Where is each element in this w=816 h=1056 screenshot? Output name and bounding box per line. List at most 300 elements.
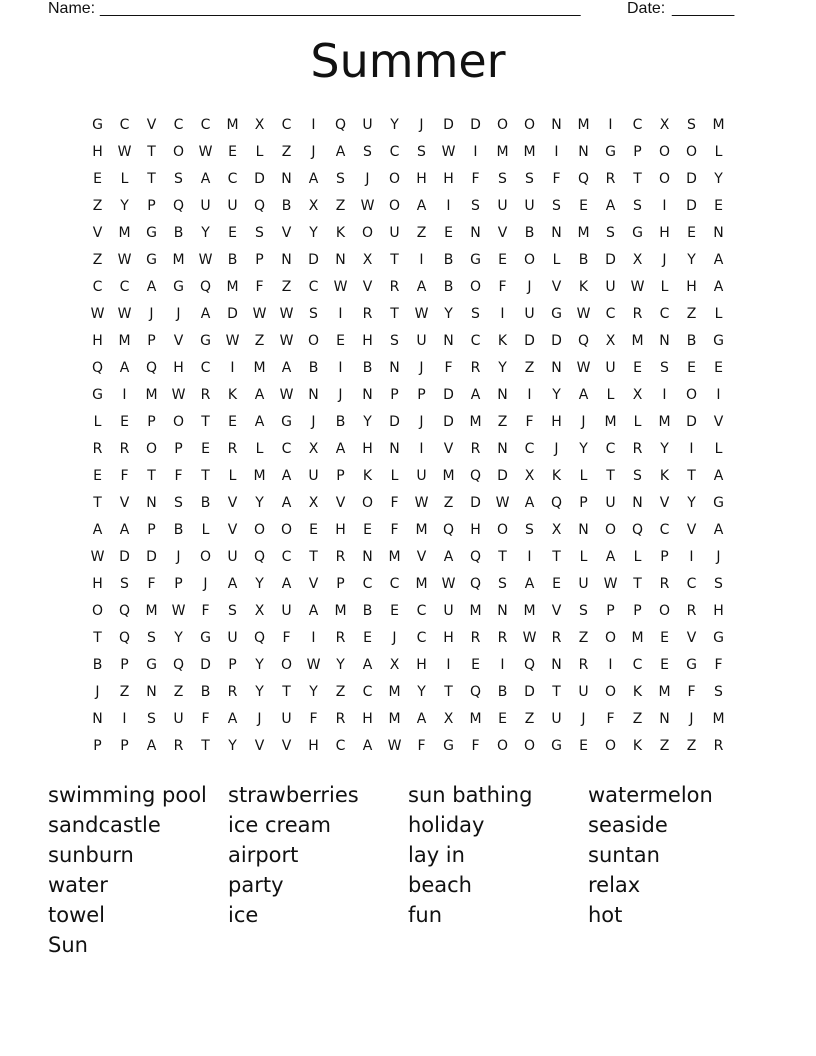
grid-letter[interactable]: S [714,576,723,592]
grid-letter[interactable]: G [551,306,562,322]
grid-letter[interactable]: N [497,441,508,457]
grid-letter[interactable]: O [145,441,158,457]
grid-letter[interactable]: V [92,225,103,241]
grid-letter[interactable]: A [146,738,157,754]
grid-letter[interactable]: M [415,576,428,592]
grid-letter[interactable]: I [419,252,424,268]
grid-letter[interactable]: T [309,549,318,565]
grid-letter[interactable]: V [497,225,508,241]
grid-letter[interactable]: R [335,630,346,646]
grid-letter[interactable]: T [606,468,615,484]
grid-letter[interactable]: H [659,225,670,241]
grid-letter[interactable]: G [632,225,643,241]
grid-letter[interactable]: G [443,738,454,754]
grid-letter[interactable]: U [281,603,292,619]
grid-letter[interactable]: U [389,225,400,241]
grid-letter[interactable]: Q [523,657,536,673]
grid-letter[interactable]: J [311,144,316,160]
grid-letter[interactable]: X [551,522,562,538]
grid-letter[interactable]: G [200,630,211,646]
grid-letter[interactable]: B [308,360,319,376]
grid-letter[interactable]: H [362,333,373,349]
grid-letter[interactable]: Z [524,711,535,727]
grid-letter[interactable]: T [201,414,210,430]
grid-letter[interactable]: N [551,360,562,376]
grid-letter[interactable]: I [500,306,505,322]
grid-letter[interactable]: J [392,630,397,646]
grid-letter[interactable]: E [498,252,507,268]
grid-letter[interactable]: N [362,549,373,565]
grid-letter[interactable]: R [632,306,643,322]
grid-letter[interactable]: S [147,630,156,646]
grid-letter[interactable]: M [712,711,725,727]
grid-letter[interactable]: P [174,576,183,592]
grid-letter[interactable]: M [388,549,401,565]
grid-letter[interactable]: A [227,711,238,727]
grid-letter[interactable]: D [227,306,238,322]
grid-letter[interactable]: O [307,333,320,349]
grid-letter[interactable]: Y [120,198,129,214]
grid-letter[interactable]: K [227,387,238,403]
grid-letter[interactable]: Y [363,414,372,430]
grid-letter[interactable]: I [419,441,424,457]
grid-letter[interactable]: N [308,387,319,403]
grid-letter[interactable]: U [173,711,184,727]
grid-letter[interactable]: S [147,711,156,727]
grid-letter[interactable]: N [551,225,562,241]
grid-letter[interactable]: Q [145,360,158,376]
grid-letter[interactable]: G [146,225,157,241]
grid-letter[interactable]: F [147,576,156,592]
grid-letter[interactable]: C [335,738,346,754]
grid-letter[interactable]: S [255,225,264,241]
grid-letter[interactable]: M [118,225,131,241]
grid-letter[interactable]: R [632,441,643,457]
grid-letter[interactable]: W [495,495,510,511]
grid-letter[interactable]: H [551,414,562,430]
grid-letter[interactable]: L [228,468,237,484]
grid-letter[interactable]: Q [469,684,482,700]
grid-letter[interactable]: R [578,657,589,673]
grid-letter[interactable]: R [470,630,481,646]
grid-letter[interactable]: N [578,144,589,160]
grid-letter[interactable]: A [281,576,292,592]
grid-letter[interactable]: N [146,495,157,511]
grid-letter[interactable]: C [227,171,238,187]
grid-letter[interactable]: A [443,549,454,565]
grid-letter[interactable]: Q [577,171,590,187]
grid-letter[interactable]: G [551,738,562,754]
grid-letter[interactable]: A [605,198,616,214]
grid-letter[interactable]: J [365,171,370,187]
grid-letter[interactable]: Z [335,198,346,214]
grid-letter[interactable]: M [253,360,266,376]
grid-letter[interactable]: I [122,711,127,727]
grid-letter[interactable]: P [174,441,183,457]
grid-letter[interactable]: H [92,333,103,349]
grid-letter[interactable]: V [227,522,238,538]
grid-letter[interactable]: M [226,279,239,295]
grid-letter[interactable]: O [253,522,266,538]
grid-letter[interactable]: S [714,684,723,700]
grid-letter[interactable]: E [471,657,480,673]
grid-letter[interactable]: W [171,387,186,403]
grid-letter[interactable]: I [338,360,343,376]
grid-letter[interactable]: Y [498,360,507,376]
grid-letter[interactable]: C [281,441,292,457]
grid-letter[interactable]: B [686,333,697,349]
grid-letter[interactable]: H [416,657,427,673]
grid-letter[interactable]: T [201,738,210,754]
grid-letter[interactable]: S [498,171,507,187]
grid-letter[interactable]: Z [497,414,508,430]
grid-letter[interactable]: Q [172,198,185,214]
grid-letter[interactable]: V [713,414,724,430]
grid-letter[interactable]: B [200,495,211,511]
grid-letter[interactable]: D [146,549,157,565]
grid-letter[interactable]: Z [281,144,292,160]
grid-letter[interactable]: M [145,603,158,619]
grid-letter[interactable]: P [147,522,156,538]
grid-letter[interactable]: V [146,117,157,133]
grid-letter[interactable]: E [228,144,237,160]
grid-letter[interactable]: S [498,576,507,592]
grid-letter[interactable]: U [227,198,238,214]
grid-letter[interactable]: P [606,603,615,619]
grid-letter[interactable]: C [173,117,184,133]
grid-letter[interactable]: Z [335,684,346,700]
grid-letter[interactable]: S [174,495,183,511]
grid-letter[interactable]: U [443,603,454,619]
grid-letter[interactable]: J [176,306,181,322]
grid-letter[interactable]: W [387,738,402,754]
grid-letter[interactable]: Q [469,549,482,565]
grid-letter[interactable]: H [470,522,481,538]
grid-letter[interactable]: F [201,711,210,727]
grid-letter[interactable]: G [92,117,103,133]
grid-letter[interactable]: Z [119,684,130,700]
grid-letter[interactable]: Q [199,279,212,295]
grid-letter[interactable]: Y [444,306,453,322]
grid-letter[interactable]: N [659,333,670,349]
grid-letter[interactable]: A [416,198,427,214]
grid-letter[interactable]: S [525,522,534,538]
grid-letter[interactable]: Y [390,117,399,133]
grid-letter[interactable]: Y [309,225,318,241]
grid-letter[interactable]: A [119,522,130,538]
grid-letter[interactable]: C [281,549,292,565]
grid-letter[interactable]: P [147,198,156,214]
grid-letter[interactable]: M [253,468,266,484]
grid-letter[interactable]: T [633,576,642,592]
grid-letter[interactable]: Q [253,198,266,214]
grid-letter[interactable]: A [713,468,724,484]
grid-letter[interactable]: T [687,468,696,484]
grid-letter[interactable]: X [362,252,373,268]
grid-letter[interactable]: S [660,360,669,376]
grid-letter[interactable]: T [390,252,399,268]
grid-letter[interactable]: H [362,711,373,727]
grid-letter[interactable]: E [660,630,669,646]
grid-letter[interactable]: H [173,360,184,376]
grid-letter[interactable]: P [579,495,588,511]
grid-letter[interactable]: A [227,576,238,592]
grid-letter[interactable]: B [173,522,184,538]
grid-letter[interactable]: O [388,171,401,187]
grid-letter[interactable]: N [713,225,724,241]
grid-letter[interactable]: E [390,603,399,619]
grid-letter[interactable]: X [254,603,265,619]
grid-letter[interactable]: C [524,441,535,457]
grid-letter[interactable]: A [524,576,535,592]
grid-letter[interactable]: Q [334,117,347,133]
grid-letter[interactable]: W [117,252,132,268]
grid-letter[interactable]: T [552,549,561,565]
grid-letter[interactable]: N [146,684,157,700]
grid-letter[interactable]: I [527,387,532,403]
grid-letter[interactable]: P [120,657,129,673]
grid-letter[interactable]: J [257,711,262,727]
grid-letter[interactable]: M [658,414,671,430]
grid-letter[interactable]: G [713,495,724,511]
grid-letter[interactable]: J [527,279,532,295]
grid-letter[interactable]: S [606,225,615,241]
grid-letter[interactable]: H [92,144,103,160]
grid-letter[interactable]: J [95,684,100,700]
grid-letter[interactable]: H [686,279,697,295]
grid-letter[interactable]: W [630,279,645,295]
grid-letter[interactable]: Z [443,495,454,511]
grid-letter[interactable]: N [389,441,400,457]
grid-letter[interactable]: D [119,549,130,565]
grid-letter[interactable]: Z [173,684,184,700]
grid-letter[interactable]: H [92,576,103,592]
grid-letter[interactable]: A [335,144,346,160]
grid-letter[interactable]: R [335,711,346,727]
grid-letter[interactable]: Z [659,738,670,754]
grid-letter[interactable]: A [335,441,346,457]
grid-letter[interactable]: A [119,360,130,376]
grid-letter[interactable]: A [146,279,157,295]
grid-letter[interactable]: I [230,360,235,376]
grid-letter[interactable]: O [496,738,509,754]
grid-letter[interactable]: U [227,549,238,565]
grid-letter[interactable]: O [199,549,212,565]
grid-letter[interactable]: G [713,333,724,349]
grid-letter[interactable]: L [579,468,588,484]
grid-letter[interactable]: G [92,387,103,403]
grid-letter[interactable]: R [200,387,211,403]
grid-letter[interactable]: C [119,279,130,295]
grid-letter[interactable]: Q [631,522,644,538]
grid-letter[interactable]: B [497,684,508,700]
grid-letter[interactable]: A [713,252,724,268]
grid-letter[interactable]: I [689,441,694,457]
grid-letter[interactable]: F [525,414,534,430]
grid-letter[interactable]: U [578,576,589,592]
grid-letter[interactable]: P [93,738,102,754]
grid-letter[interactable]: V [443,441,454,457]
grid-letter[interactable]: X [605,333,616,349]
grid-letter[interactable]: P [336,576,345,592]
grid-letter[interactable]: Z [416,225,427,241]
grid-letter[interactable]: U [524,198,535,214]
grid-letter[interactable]: J [554,441,559,457]
grid-letter[interactable]: U [524,306,535,322]
grid-letter[interactable]: R [470,360,481,376]
grid-letter[interactable]: M [172,252,185,268]
grid-letter[interactable]: N [497,387,508,403]
grid-letter[interactable]: C [389,144,400,160]
grid-letter[interactable]: O [172,144,185,160]
grid-letter[interactable]: D [497,468,508,484]
grid-letter[interactable]: G [686,657,697,673]
grid-letter[interactable]: E [714,198,723,214]
grid-letter[interactable]: A [416,711,427,727]
grid-letter[interactable]: U [308,468,319,484]
grid-letter[interactable]: Y [417,684,426,700]
grid-letter[interactable]: B [335,414,346,430]
grid-letter[interactable]: W [225,333,240,349]
grid-letter[interactable]: V [119,495,130,511]
grid-letter[interactable]: N [335,252,346,268]
grid-letter[interactable]: X [389,657,400,673]
name-blank-line[interactable]: ______________________________________________________ [100,0,581,17]
grid-letter[interactable]: M [334,603,347,619]
grid-letter[interactable]: D [443,414,454,430]
grid-letter[interactable]: A [281,495,292,511]
grid-letter[interactable]: B [200,684,211,700]
grid-letter[interactable]: J [176,549,181,565]
grid-letter[interactable]: V [254,738,265,754]
grid-letter[interactable]: X [443,711,454,727]
grid-letter[interactable]: Q [91,360,104,376]
grid-letter[interactable]: V [416,549,427,565]
grid-letter[interactable]: H [362,441,373,457]
grid-letter[interactable]: F [255,279,264,295]
grid-letter[interactable]: M [631,630,644,646]
grid-letter[interactable]: F [552,171,561,187]
grid-letter[interactable]: E [228,414,237,430]
grid-letter[interactable]: R [119,441,130,457]
grid-letter[interactable]: O [523,252,536,268]
grid-letter[interactable]: U [200,198,211,214]
grid-letter[interactable]: R [92,441,103,457]
grid-letter[interactable]: O [523,117,536,133]
grid-letter[interactable]: L [714,441,723,457]
grid-letter[interactable]: E [309,522,318,538]
grid-letter[interactable]: M [658,684,671,700]
grid-letter[interactable]: O [361,495,374,511]
grid-letter[interactable]: F [498,279,507,295]
grid-letter[interactable]: U [497,198,508,214]
grid-letter[interactable]: B [92,657,103,673]
grid-letter[interactable]: J [662,252,667,268]
grid-letter[interactable]: O [496,522,509,538]
grid-letter[interactable]: Q [118,603,131,619]
grid-letter[interactable]: T [498,549,507,565]
grid-letter[interactable]: X [254,117,265,133]
grid-letter[interactable]: J [149,306,154,322]
grid-letter[interactable]: E [552,576,561,592]
grid-letter[interactable]: D [686,171,697,187]
grid-letter[interactable]: U [605,279,616,295]
grid-letter[interactable]: D [470,117,481,133]
grid-letter[interactable]: A [308,171,319,187]
grid-letter[interactable]: H [308,738,319,754]
grid-letter[interactable]: V [308,576,319,592]
grid-letter[interactable]: N [362,387,373,403]
grid-letter[interactable]: R [713,738,724,754]
grid-letter[interactable]: H [335,522,346,538]
grid-letter[interactable]: F [120,468,129,484]
grid-letter[interactable]: T [390,306,399,322]
grid-letter[interactable]: O [280,657,293,673]
grid-letter[interactable]: O [658,144,671,160]
grid-letter[interactable]: Q [469,468,482,484]
grid-letter[interactable]: C [362,684,373,700]
grid-letter[interactable]: J [338,387,343,403]
grid-letter[interactable]: M [415,522,428,538]
grid-letter[interactable]: C [416,603,427,619]
grid-letter[interactable]: W [252,306,267,322]
grid-letter[interactable]: P [228,657,237,673]
grid-letter[interactable]: M [577,117,590,133]
grid-letter[interactable]: W [90,306,105,322]
grid-letter[interactable]: E [120,414,129,430]
grid-letter[interactable]: C [416,630,427,646]
grid-letter[interactable]: D [254,171,265,187]
grid-letter[interactable]: C [362,576,373,592]
grid-letter[interactable]: A [200,306,211,322]
grid-letter[interactable]: I [527,549,532,565]
grid-letter[interactable]: M [226,117,239,133]
grid-letter[interactable]: T [147,144,156,160]
grid-letter[interactable]: V [173,333,184,349]
grid-letter[interactable]: R [686,603,697,619]
grid-letter[interactable]: G [146,657,157,673]
grid-letter[interactable]: Y [228,738,237,754]
grid-letter[interactable]: I [689,549,694,565]
grid-letter[interactable]: M [388,711,401,727]
grid-letter[interactable]: W [522,630,537,646]
grid-letter[interactable]: R [551,630,562,646]
grid-letter[interactable]: E [633,360,642,376]
grid-letter[interactable]: V [686,522,697,538]
grid-letter[interactable]: T [282,684,291,700]
grid-letter[interactable]: B [227,252,238,268]
grid-letter[interactable]: X [659,117,670,133]
grid-letter[interactable]: N [92,711,103,727]
grid-letter[interactable]: F [417,738,426,754]
grid-letter[interactable]: G [470,252,481,268]
grid-letter[interactable]: H [443,630,454,646]
grid-letter[interactable]: W [414,495,429,511]
grid-letter[interactable]: U [605,360,616,376]
grid-letter[interactable]: S [525,171,534,187]
grid-letter[interactable]: P [633,603,642,619]
grid-letter[interactable]: T [633,171,642,187]
grid-letter[interactable]: O [469,279,482,295]
grid-letter[interactable]: I [608,657,613,673]
grid-letter[interactable]: C [632,657,643,673]
grid-letter[interactable]: W [117,144,132,160]
grid-letter[interactable]: I [608,117,613,133]
grid-letter[interactable]: Y [714,171,723,187]
grid-letter[interactable]: L [120,171,129,187]
grid-letter[interactable]: S [471,198,480,214]
grid-letter[interactable]: V [362,279,373,295]
